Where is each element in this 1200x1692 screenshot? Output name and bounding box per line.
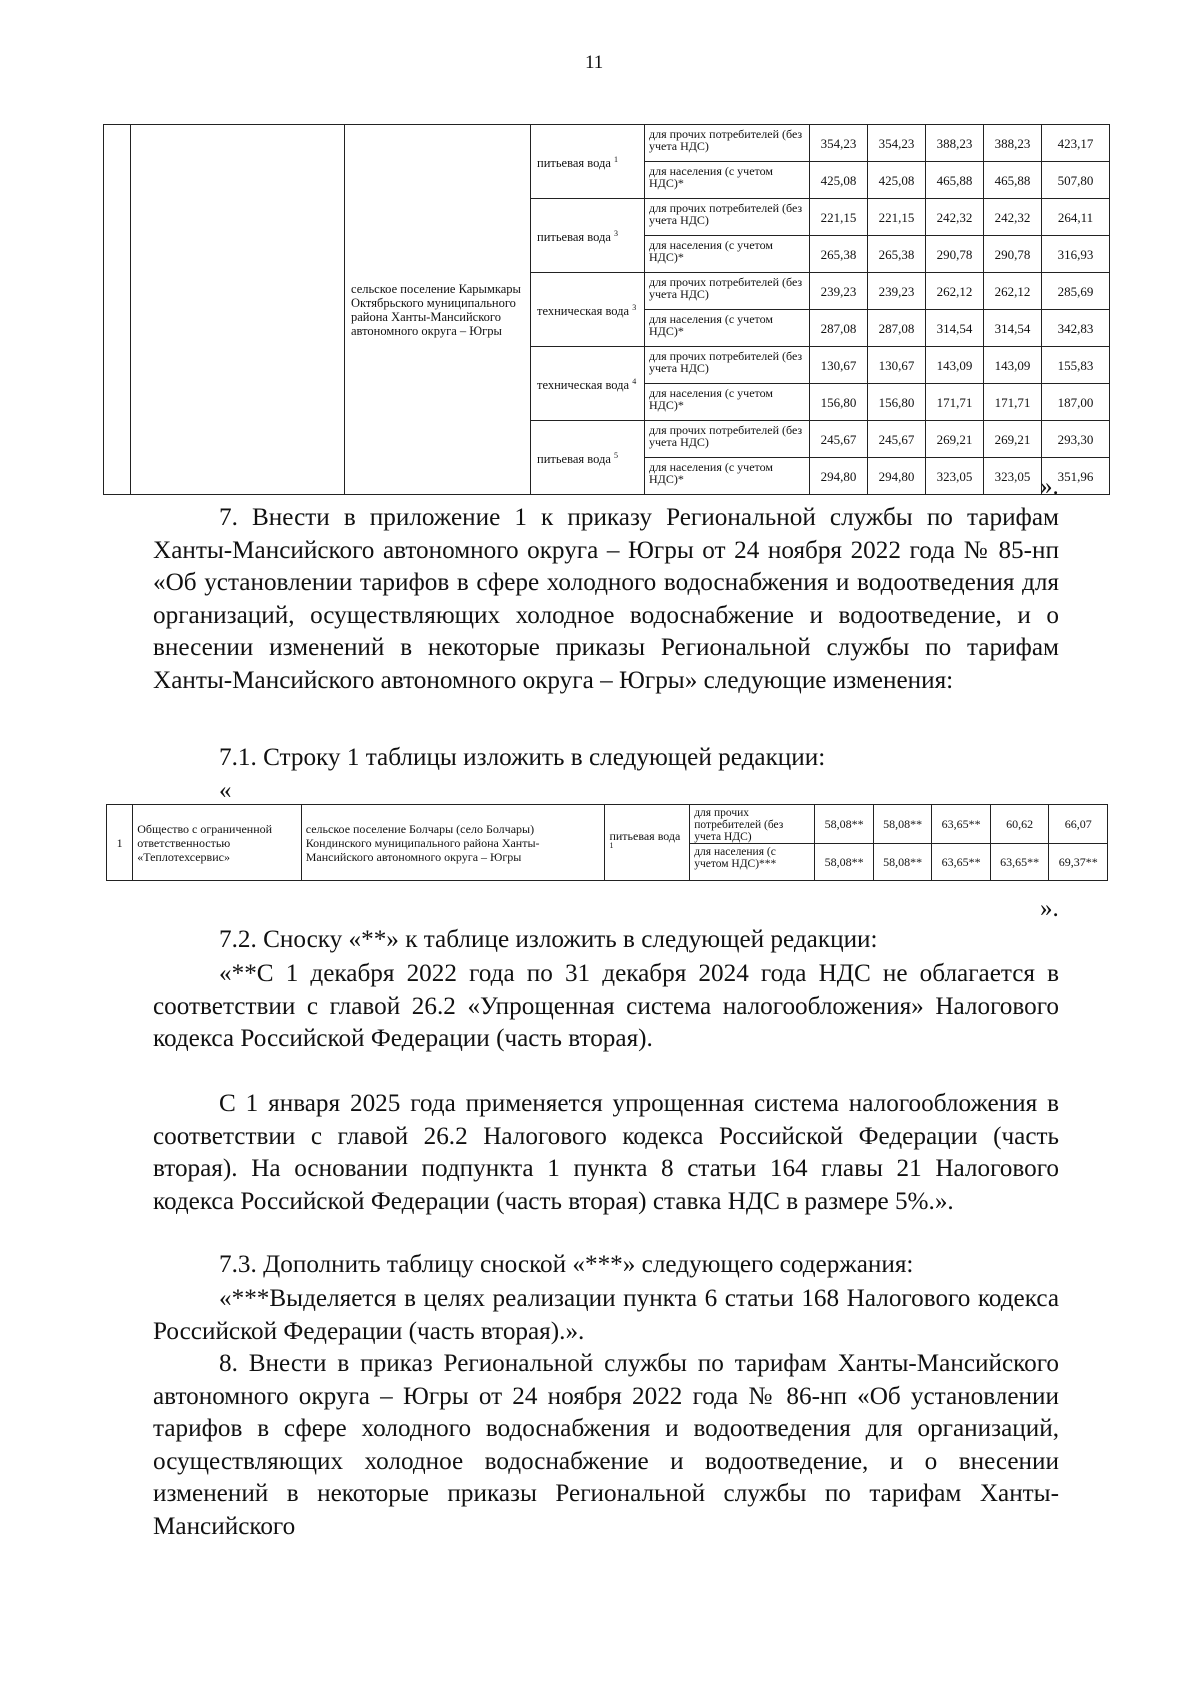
tariff-value-cell: 287,08 <box>868 310 926 347</box>
tariff-value-cell: 425,08 <box>868 162 926 199</box>
tariff-value-cell: 262,12 <box>926 273 984 310</box>
footnote-double-star-continued: С 1 января 2025 года применяется упрощенная система налогообложения в соответствии с главой 26.2 Налогового кодекса Российской Федерации (часть вторая). На основании подпункта 1 пункта 8 статьи 164 главы 21 Налогового кодекса Российской Федерации (часть вторая) ставка НДС в размере 5%.». <box>153 1090 1059 1215</box>
consumer-cell: для населения (с учетом НДС)* <box>645 310 810 347</box>
row-number-cell <box>104 125 131 495</box>
consumer-cell: для прочих потребителей (без учета НДС) <box>645 125 810 162</box>
page-number: 11 <box>585 52 604 73</box>
consumer-cell: для прочих потребителей (без учета НДС) <box>690 805 815 844</box>
consumer-cell: для прочих потребителей (без учета НДС) <box>645 273 810 310</box>
paragraph-7-3: 7.3. Дополнить таблицу сноской «***» следующего содержания: <box>219 1251 914 1278</box>
tariff-value-cell: 69,37** <box>1049 844 1108 881</box>
tariff-value-cell: 290,78 <box>984 236 1042 273</box>
consumer-cell: для населения (с учетом НДС)*** <box>690 844 815 881</box>
water-type-label: питьевая вода <box>609 829 681 843</box>
tariff-value-cell: 171,71 <box>984 384 1042 421</box>
tariff-value-cell: 130,67 <box>810 347 868 384</box>
tariff-value-cell: 187,00 <box>1042 384 1110 421</box>
tariff-value-cell: 245,67 <box>810 421 868 458</box>
tariff-value-cell: 285,69 <box>1042 273 1110 310</box>
tariff-value-cell: 293,30 <box>1042 421 1110 458</box>
tariff-value-cell: 388,23 <box>984 125 1042 162</box>
consumer-cell: для населения (с учетом НДС)* <box>645 384 810 421</box>
footnote-marker: 1 <box>609 841 614 850</box>
tariff-value-cell: 58,08** <box>873 805 932 844</box>
tariff-value-cell: 423,17 <box>1042 125 1110 162</box>
settlement-cell: сельское поселение Карымкары Октябрьского муниципального района Ханты-Мансийского автономного округа – Югры <box>345 125 531 495</box>
table-row <box>104 125 1110 162</box>
water-type-label: питьевая вода <box>537 452 611 467</box>
tariff-value-cell: 323,05 <box>926 458 984 495</box>
consumer-cell: для прочих потребителей (без учета НДС) <box>645 421 810 458</box>
tariff-value-cell: 287,08 <box>810 310 868 347</box>
footnote-marker: 5 <box>614 450 618 460</box>
footnote-marker: 3 <box>632 302 637 312</box>
footnote-marker: 4 <box>632 376 637 386</box>
tariff-value-cell: 242,32 <box>984 199 1042 236</box>
consumer-cell: для населения (с учетом НДС)* <box>645 236 810 273</box>
tariff-value-cell: 63,65** <box>932 844 991 881</box>
tariff-value-cell: 316,93 <box>1042 236 1110 273</box>
tariff-value-cell: 425,08 <box>810 162 868 199</box>
tariff-value-cell: 465,88 <box>926 162 984 199</box>
footnote-marker: 3 <box>614 228 618 238</box>
consumer-cell: для прочих потребителей (без учета НДС) <box>645 199 810 236</box>
paragraph-7: 7. Внести в приложение 1 к приказу Региональной службы по тарифам Ханты-Мансийского автономного округа – Югры от 24 ноября 2022 года № 85-нп «Об установлении тарифов в сфере холодного водоснабжения и водоотведения для организаций, осуществляющих холодное водоснабжение и водоотведение, и о внесении изменений в некоторые приказы Региональной службы по тарифам Ханты-Мансийского автономного округа – Югры» следующие изменения: <box>153 504 1059 694</box>
water-type-cell <box>605 805 690 881</box>
tariff-value-cell: 354,23 <box>868 125 926 162</box>
tariff-value-cell: 156,80 <box>810 384 868 421</box>
tariff-value-cell: 465,88 <box>984 162 1042 199</box>
tariff-value-cell: 221,15 <box>868 199 926 236</box>
tariff-value-cell: 242,32 <box>926 199 984 236</box>
water-type-label: питьевая вода <box>537 156 611 171</box>
tariff-value-cell: 143,09 <box>926 347 984 384</box>
tariff-value-cell: 269,21 <box>926 421 984 458</box>
tariff-value-cell: 342,83 <box>1042 310 1110 347</box>
row-number-cell: 1 <box>107 805 133 881</box>
paragraph-8: 8. Внести в приказ Региональной службы по тарифам Ханты-Мансийского автономного округа – Югры от 24 ноября 2022 года № 86-нп «Об установлении тарифов в сфере холодного водоснабжения и водоотведения для организаций, осуществляющих холодное водоснабжение и водоотведение, и о внесении изменений в некоторые приказы Региональной службы по тарифам Ханты-Мансийского <box>153 1350 1059 1540</box>
consumer-cell: для населения (с учетом НДС)* <box>645 458 810 495</box>
tariff-value-cell: 245,67 <box>868 421 926 458</box>
closing-quote-2: ». <box>1040 895 1059 922</box>
tariff-value-cell: 265,38 <box>868 236 926 273</box>
tariff-value-cell: 171,71 <box>926 384 984 421</box>
consumer-cell: для населения (с учетом НДС)* <box>645 162 810 199</box>
tariff-value-cell: 294,80 <box>868 458 926 495</box>
tariff-value-cell: 63,65** <box>932 805 991 844</box>
tariff-value-cell: 314,54 <box>926 310 984 347</box>
footnote-triple-star: «***Выделяется в целях реализации пункта 6 статьи 168 Налогового кодекса Российской Федерации (часть вторая).». <box>153 1285 1059 1345</box>
tariff-table-bolchary <box>106 804 1108 881</box>
consumer-cell: для прочих потребителей (без учета НДС) <box>645 347 810 384</box>
tariff-value-cell: 354,23 <box>810 125 868 162</box>
water-type-label: питьевая вода <box>537 230 611 245</box>
water-type-label: техническая вода <box>537 378 630 393</box>
tariff-value-cell: 66,07 <box>1049 805 1108 844</box>
tariff-value-cell: 239,23 <box>868 273 926 310</box>
water-type-cell <box>531 421 645 495</box>
paragraph-7-2: 7.2. Сноску «**» к таблице изложить в следующей редакции: <box>219 926 878 953</box>
tariff-value-cell: 58,08** <box>873 844 932 881</box>
tariff-table-karymkary <box>103 124 1110 495</box>
footnote-marker: 1 <box>614 154 618 164</box>
water-type-cell <box>531 347 645 421</box>
tariff-value-cell: 265,38 <box>810 236 868 273</box>
tariff-value-cell: 143,09 <box>984 347 1042 384</box>
tariff-value-cell: 388,23 <box>926 125 984 162</box>
tariff-value-cell: 58,08** <box>815 844 874 881</box>
tariff-value-cell: 294,80 <box>810 458 868 495</box>
tariff-value-cell: 130,67 <box>868 347 926 384</box>
settlement-cell: сельское поселение Болчары (село Болчары) Кондинского муниципального района Ханты-Мансийского автономного округа – Югры <box>301 805 605 881</box>
tariff-value-cell: 351,96 <box>1042 458 1110 495</box>
tariff-value-cell: 507,80 <box>1042 162 1110 199</box>
tariff-value-cell: 58,08** <box>815 805 874 844</box>
tariff-value-cell: 264,11 <box>1042 199 1110 236</box>
tariff-value-cell: 60,62 <box>990 805 1049 844</box>
tariff-value-cell: 262,12 <box>984 273 1042 310</box>
tariff-value-cell: 290,78 <box>926 236 984 273</box>
paragraph-7-1: 7.1. Строку 1 таблицы изложить в следующей редакции: <box>219 744 826 771</box>
tariff-value-cell: 63,65** <box>990 844 1049 881</box>
tariff-value-cell: 323,05 <box>984 458 1042 495</box>
tariff-value-cell: 156,80 <box>868 384 926 421</box>
water-type-cell <box>531 125 645 199</box>
water-type-cell <box>531 199 645 273</box>
tariff-value-cell: 314,54 <box>984 310 1042 347</box>
organization-cell: Общество с ограниченной ответственностью «Теплотехсервис» <box>133 805 302 881</box>
table-row <box>107 805 1108 844</box>
tariff-value-cell: 155,83 <box>1042 347 1110 384</box>
tariff-value-cell: 221,15 <box>810 199 868 236</box>
organization-cell <box>131 125 345 495</box>
water-type-label: техническая вода <box>537 304 630 319</box>
opening-quote: « <box>219 777 232 804</box>
water-type-cell <box>531 273 645 347</box>
footnote-double-star: «**С 1 декабря 2022 года по 31 декабря 2024 года НДС не облагается в соответствии с главой 26.2 «Упрощенная система налогообложения» Налогового кодекса Российской Федерации (часть вторая). <box>153 960 1059 1053</box>
tariff-value-cell: 239,23 <box>810 273 868 310</box>
closing-quote-1: ». <box>1040 473 1059 500</box>
tariff-value-cell: 269,21 <box>984 421 1042 458</box>
